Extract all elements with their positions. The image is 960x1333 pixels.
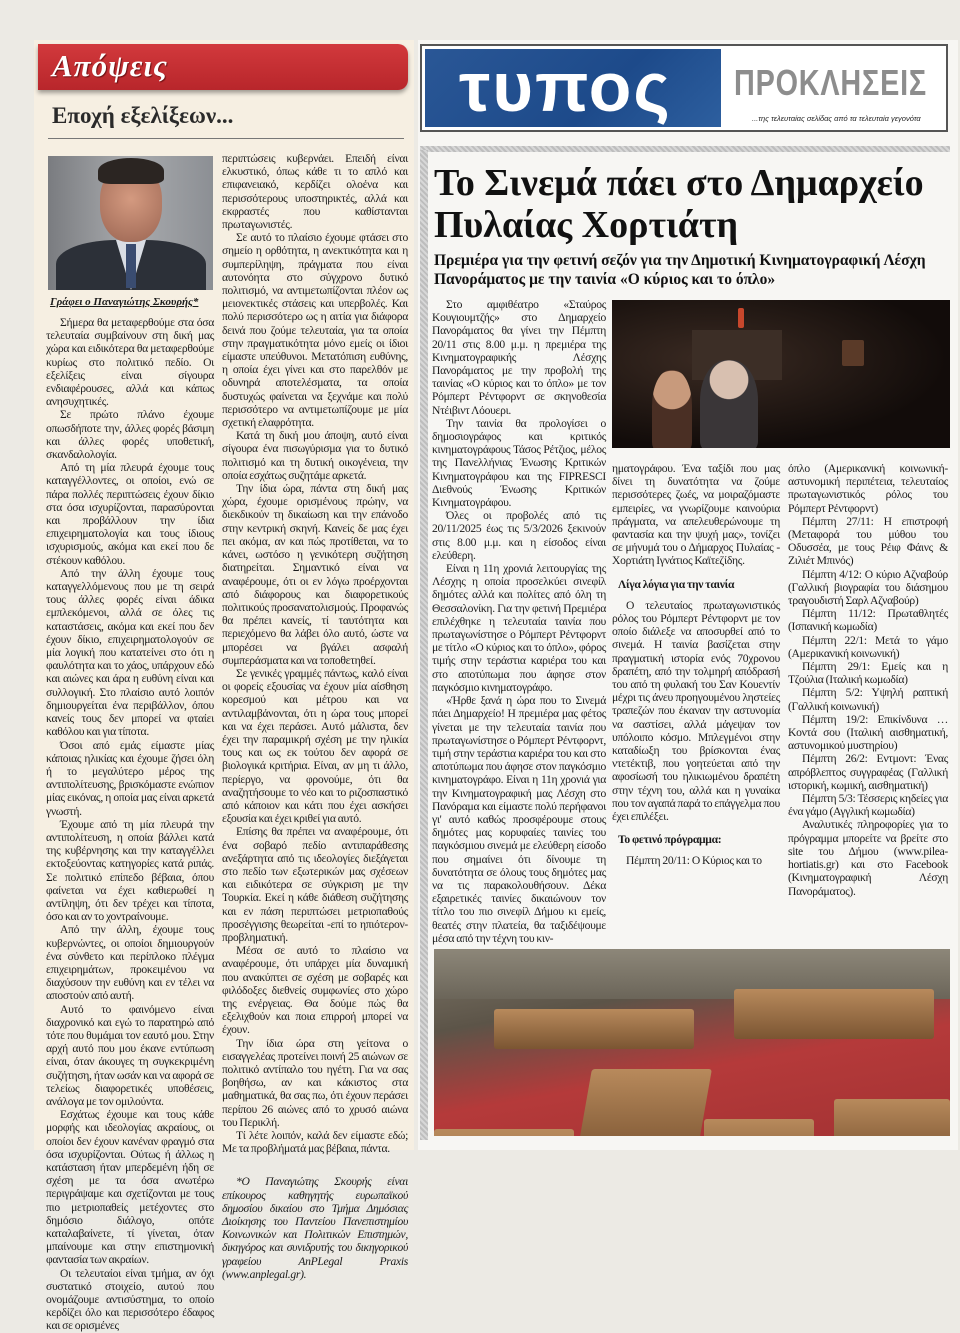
opinion-column-1: [46, 316, 214, 1333]
paragraph: Από την άλλη, έχουμε τους κυβερνώντες, οι οποίοι δημιουργούν ένα σύνθετο και περίπλοκο πλέγμα επιχειρημάτων, προκειμένου να διαχύσουν την ευθύνη και εν τέλει να αποστούν από αυτή.: [46, 923, 214, 1003]
paragraph: Οι τελευταίοι είναι τμήμα, αν όχι συστατικό στοιχείο, αυτού που ονομάζουμε αντισύστημα, το οποίο κερδίζει όλο και περισσότερο έδαφος και σε ορισμένες: [46, 1266, 214, 1333]
paragraph: Ο τελευταίος πρωταγωνιστικός ρόλος του Ρόμπερτ Ρέντφορντ με τον οποίο διάλεξε να αποσυρθεί από το σινεμά. Η ταινία βασίζεται στην πραγματική ιστορία ενός 70χρονου δραπέτη, από την τολμηρή απόδρασή του από τη φυλακή του Σαν Κουεντίν μέχρι τις άνευ προηγουμένου ληστείες τραπεζών που έκαναν την αστυνομία να σαστίσει, αλλά μάγεψαν τον υπόλοιπο κόσμο. Μπλεγμένοι στην καταδίωξη του βρίσκονται ένας ντετέκτιβ, που γοητεύεται από την αφοσίωσή του ηλικιωμένου δραπέτη στην τέχνη του, αλλά και η γυναίκα που τον αγαπά παρά το επάγγελμα που έχει επιλέξει.: [612, 598, 780, 824]
paragraph: Πέμπτη 20/11: Ο Κύριος και το: [626, 854, 762, 868]
masthead: [420, 44, 948, 132]
section-tagline: ...της τελευταίας σελίδας από τα τελευταία γεγονότα: [752, 114, 921, 123]
paragraph: Αναλυτικές πληροφορίες για το πρόγραμμα μπορείτε να βρείτε στο site του Δήμου (www.pilea-hortiatis.gr) και στο Facebook (Κινηματογραφική Λέσχη Πανοράματος).: [788, 818, 948, 898]
paragraph: Πέμπτη 5/3: Τέσσερις κηδείες για ένα γάμο (Αγγλική κωμωδία): [788, 792, 948, 819]
paragraph: Έχουμε από τη μία πλευρά την αντιπολίτευση, η οποία βάλλει κατά της κυβέρνησης και την καταγγέλλει εκτοξεύοντας κατηγορίες κατά ριπάς. Σε πολιτικό επίπεδο βέβαια, όπου φαίνεται να έχει καθιερωθεί η αντίληψη, ότι δεν τρέχει και τίποτα, όσο και αν το χοντραίνουμε.: [46, 817, 214, 924]
paragraph: Πέμπτη 22/1: Μετά το γάμο (Αμερικανική κοινωνική): [788, 633, 948, 660]
paragraph: Εσχάτως έχουμε και τους κάθε μορφής και ιδεολογίας ακραίους, οι οποίοι δεν έχουν κανέναν φραγμό στα όσα ισχυρίζονται. Ούτως ή άλλως η κατάσταση ήταν μπερδεμένη ήδη σε σχέση με τα όσα ανωτέρω περιγράψαμε και σχετίζονται με τους πιο μετριοπαθείς μετέχοντες στο δημόσιο διάλογο, οπότε καταλαβαίνετε, τί γίνεται, όταν μπαίνουμε και στην επιστημονική φαντασία των ακραίων.: [46, 1108, 214, 1267]
paragraph: Πέμπτη 11/12: Πρωταθλητές (Ισπανική κωμωδία): [788, 607, 948, 634]
paragraph: Πέμπτη 29/1: Εμείς και η Τζούλια (Ιταλική κωμωδία): [788, 660, 948, 687]
paragraph: Από την άλλη έχουμε τους καταγγελλόμενους που με τη σειρά τους άλλες φορές είναι άδικα εμπλεκόμενοι, αλλά σε όλες τις καταστάσεις, ακόμα και εκεί που δεν έχουν δίκιο, επιχειρηματολογούν σε μία λογική που κατατείνει στο ότι η φαυλότητα και το χάος, υπάρχουν εδώ και αιώνες και άρα η ευθύνη είναι και συλλογική. Στο πλαίσιο αυτό λοιπόν δημιουργείται ένα περιβάλλον, όπου κανείς τους δεν μπορεί να φταίει καθόλου και για τίποτα.: [46, 566, 214, 739]
paragraph: Σε γενικές γραμμές πάντως, καλό είναι οι φορείς εξουσίας να έχουν μία αίσθηση κορεσμού και μέτρου και να αντιλαμβάνονται, ότι η ώρα τους μπορεί και να έχει περάσει. Αυτό μάλιστα, δεν έχει την παραμικρή σχέση με την ηλικία τους και ως εκ τούτου δεν αφορά σε βιολογικά κριτήρια. Είναι, αν μη τι άλλο, περίεργο, να φρονούμε, ότι θα αναζητήσουμε το νέο και το ριζοσπαστικό από κάποιον και κάτι που έχει ασκήσει εξουσία και έχει κριθεί για αυτό.: [222, 666, 408, 826]
author-note: *Ο Παναγιώτης Σκουρής είναι επίκουρος καθηγητής ευρωπαϊκού δημοσίου δικαίου στο Τμήμα Δημόσιας Διοίκησης του Παντείου Πανεπιστημίου Κοινωνικών και Πολιτικών Επιστημών, δικηγόρος και συνιδρυτής του δικηγορικού γραφείου AnPLegal Praxis (www.anplegal.gr).: [222, 1175, 408, 1281]
author-byline: Γράφει ο Παναγιώτης Σκουρής*: [50, 296, 199, 308]
council-chamber-photo: [434, 949, 950, 1136]
article-column-1: [432, 298, 606, 945]
paragraph: Σε αυτό το πλαίσιο έχουμε φτάσει στο σημείο η ορθότητα, η ανεκτικότητα και η συμπερίληψη, πράγματα που είναι αυτονόητα στο σύγχρονο δυτικό πολιτισμό, να αντιμετωπίζονται πλέον ως μειονεκτικές στάσεις και υπερβολές. Και πολύ περισσότερο ως η αιτία για διάφορα δεινά που ζούμε τελευταία, για τα οποία στην πραγματικότητα μόνο εμείς οι ίδιοι είμαστε υπεύθυνοι. Μετατόπιση ευθύνης, η οποία έχει γίνει και στο παρελθόν με οδυνηρά αποτελέσματα, τα οποία δυστυχώς φαίνεται να ξεχνάμε και πολύ περισσότερο να αντιμετωπίζουμε με μία σχετική ελαφρότητα.: [222, 231, 408, 430]
frame-stripe: [420, 146, 950, 152]
paragraph: Πέμπτη 27/11: Η επιστροφή (Μεταφορά του μύθου του Οδυσσέα, με τους Ρέιφ Φάινς & Ζιλιέτ Μπινός): [788, 514, 948, 568]
paragraph: Την ταινία θα προλογίσει ο δημοσιογράφος και κριτικός κινηματογράφους Τάσος Ρέτζιος, μέλος της Πανελλήνιας Ένωσης Κριτικών Κινηματογράφου και της FIPRESCI Διεθνούς Ένωσης Κριτικών Κινηματογράφου.: [432, 416, 606, 510]
paragraph: όπλο (Αμερικανική κοινωνική-αστυνομική περιπέτεια, τελευταίος πρωταγωνιστικός ρόλος του Ρόμπερτ Ρέντφορντ): [788, 462, 948, 515]
article-column-2: [612, 462, 780, 868]
frame-stripe: [420, 150, 428, 1140]
opinion-column-2: [222, 152, 408, 1281]
section-label: Απόψεις: [52, 48, 168, 83]
section-subheading: Λίγα λόγια για την ταινία: [618, 577, 735, 591]
article-column-3: [788, 462, 948, 898]
paragraph: Σε πρώτο πλάνο έχουμε οπωσδήποτε την, άλλες φορές βάσιμη και άλλες φορές υποθετική, σκανδαλολογία.: [46, 408, 214, 462]
section-banner: [38, 44, 408, 90]
opinion-title: Εποχή εξελίξεων...: [52, 103, 234, 128]
paragraph: Μέσα σε αυτό το πλαίσιο να αναφέρουμε, ότι υπάρχει μία δυναμική που ανακύπτει σε σχέση με σοβαρές και φιλόδοξες διεθνείς συμφωνίες στο χώρο της ενέργειας. Θα δούμε πώς θα εξελιχθούν και ποια επιρροή μπορεί να έχουν.: [222, 944, 408, 1037]
paragraph: Πέμπτη 26/2: Εντμοντ: Ένας απρόβλεπτος συγγραφέας (Γαλλική ιστορική, κωμική, αισθηματική): [788, 752, 948, 792]
paragraph: Κατά τη δική μου άποψη, αυτό είναι σίγουρα ένα πισωγύρισμα για το δυτικό πολιτισμό και τη δυτική οικογένεια, την οποία εσχάτως συζητάμε αρκετά.: [222, 429, 408, 482]
paragraph: Στο αμφιθέατρο «Σταύρος Κουγιουμτζής» στο Δημαρχείο Πανοράματος θα γίνει την Πέμπτη 20/11 στις 8.00 μ.μ. η πρεμιέρα της Κινηματογραφικής Λέσχης Πανοράματος με την προβολή της ταινίας «Ο κύριος και το όπλο» με τον Ρόμπερτ Ρέντφορντ σε σκηνοθεσία Ντέιβιντ Λόουερι.: [432, 298, 606, 417]
paragraph: Επίσης θα πρέπει να αναφέρουμε, ότι ένα σοβαρό πεδίο αντιπαράθεσης ανεξάρτητα από τις ιδεολογίες διεξάγεται στο πεδίο των εξωτερικών μας σχέσεων και ειδικότερα σε σύγκριση με την Τουρκία. Εκεί η κάθε διάθεση συζήτησης και εν πάση περιπτώσει μετριοπαθούς προσέγγισης θεωρείται -επί το ηπιότερον- προβληματική.: [222, 825, 408, 944]
paragraph: Όσοι από εμάς είμαστε μίας κάποιας ηλικίας και έχουμε ζήσει όλη ή το μεγαλύτερο μέρος της αντιπολίτευσης, βρισκόμαστε ενώπιον μίας εικόνας, η οποία μας είναι αρκετά γνωστή.: [46, 738, 214, 818]
paragraph: περιπτώσεις κυβερνάει. Επειδή είναι ελκυστικό, όπως κάθε τι το απλό και επιφανειακό, κερδίζει ολοένα και περισσότερους υποστηρικτές, αλλά και εκφραστές που καθίστανται πρωταγωνιστές.: [222, 152, 408, 232]
section-name: ΠΡΟΚΛΗΣΕΙΣ: [734, 62, 927, 103]
paragraph: Από τη μία πλευρά έχουμε τους καταγγέλλοντες, οι οποίοι, ενώ σε πάρα πολλές περιπτώσεις έχουν δίκιο στα όσα ισχυρίζονται, παρασύρονται και προβάλλουν την ίδια επιχειρηματολογία και τους ίδιους ισχυρισμούς, ακόμα και εκεί που δε στέκουν καθόλου.: [46, 461, 214, 567]
section-subheading: Το φετινό πρόγραμμα:: [618, 833, 722, 847]
author-photo: [48, 156, 213, 290]
paragraph: Είναι η 11η χρονιά λειτουργίας της Λέσχης η οποία προσελκύει σινεφίλ δημότες αλλά και πολίτες από όλη τη Θεσσαλονίκη. Για την φετινή Πρεμιέρα επιλέχθηκε η τελευταία ταινία που πρωταγωνίστησε ο Ρόμπερτ Ρέντφορντ με τίτλο «Ο κύριος και το όπλο», φόρος τιμής στην τεράστια καριέρα του και στο αποτύπωμα που άφησε στον παγκόσμιο κινηματογράφο.: [432, 562, 606, 694]
paragraph: Πέμπτη 4/12: Ο κύριο Αζναβούρ (Γαλλική βιογραφία του διάσημου τραγουδιστή Σαρλ Αζναβούρ): [788, 567, 948, 608]
paragraph: Πέμπτη 19/2: Επικίνδυνα …Κοντά σου (Ιταλική αισθηματική, αστυνομικού μυστηρίου): [788, 712, 948, 753]
paragraph: Τί λέτε λοιπόν, καλά δεν είμαστε εδώ; Με τα προβλήματά μας βέβαια, πάντα.: [222, 1129, 408, 1156]
paragraph: Σήμερα θα μεταφερθούμε στα όσα τελευταία συμβαίνουν στη δική μας χώρα και ειδικότερα θα μεταφερθούμε κυρίως στο πολιτικό πεδίο. Οι εξελίξεις είναι σίγουρα ενδιαφέρουσες, αλλά και κάπως ανησυχητικές.: [46, 316, 214, 409]
film-still-photo: [612, 300, 950, 448]
title-divider: [48, 138, 404, 139]
paragraph: ηματογράφου. Ένα ταξίδι που μας δίνει τη δυνατότητα να ζούμε περισσότερες ζωές, να μοιραζόμαστε εμπειρίες, να γνωρίζουμε καινούρια πράγματα, να απελευθερώνουμε τη φαντασία και την ψυχή μας», τονίζει σε μήνυμά του ο Δήμαρχος Πυλαίας - Χορτιάτη Ιγνάτιος Καϊτεζίδης.: [612, 462, 780, 568]
paragraph: Αυτό το φαινόμενο είναι διαχρονικό και εγώ το παρατηρώ από τότε που θυμάμαι τον εαυτό μου. Στην αρχή αυτό που μου έκανε εντύπωση είναι, όταν άκουγες τη συγκεκριμένη συζήτηση, ήταν ωσάν και να αφορά σε τελείως διαφορετικές υποθέσεις, ανάλογα με τον ομιλούντα.: [46, 1002, 214, 1108]
paragraph: «Ήρθε ξανά η ώρα που το Σινεμά πάει Δημαρχείο! Η πρεμιέρα μας φέτος γίνεται με την τελευταία ταινία που πρωταγωνίστησε ο Ρόμπερτ Ρέντφορντ, τιμή στην τεράστια καριέρα του και στο αποτύπωμα που άφησε στον παγκόσμιο κινηματογράφο. Είναι η 11η χρονιά για την Κινηματογραφική μας Λέσχη στο Πανόραμα και είμαστε πολύ περήφανοι γι' αυτό καθώς προσφέρουμε στους δημότες μας κορυφαίες ταινίες του παγκόσμιου σινεμά με ελεύθερη είσοδο που σημαίνει ότι δίνουμε τη δυνατότητα σε όλους τους δημότες μας να τις παρακολουθήσουν. Δέκα εξαιρετικές ταινίες δικαιώνουν τον τίτλο του πιο σινεφίλ Δήμου κι εμείς, θεατές στην πλατεία, θα ταξιδέψουμε μέσα από την τέχνη του κιν-: [432, 694, 606, 945]
paragraph: Την ίδια ώρα στη γείτονα ο εισαγγελέας προτείνει ποινή 25 αιώνων σε πολιτικό αντίπαλο του ηγέτη. Για να σας βοηθήσω, αν και κάκιστος στα μαθηματικά, θα σας πω, ότι έχουν περάσει περίπου 26 αιώνες από το χρυσό αιώνα του Περικλή.: [222, 1036, 408, 1129]
paragraph: Όλες οι προβολές από τις 20/11/2025 έως τις 5/3/2026 ξεκινούν στις 8.00 μ.μ. και η είσοδος είναι ελεύθερη.: [432, 509, 606, 562]
paragraph: Την ίδια ώρα, πάντα στη δική μας χώρα, έχουμε ορισμένους πρώην, να διεκδικούν τη δικαίωση και την επάνοδο στην κεντρική σκηνή. Κανείς δε μας έχει πει ακόμα, αν και πώς προτίθεται, να το κάνει, ωστόσο η γενικότερη συζήτηση διατηρείται. Σημαντικό είναι να αναφέρουμε, ότι οι εν λόγω προέρχονται από διάφορους και διαφορετικούς πολιτικούς προσανατολισμούς. Προφανώς θα πρέπει κανείς, τί ταυτότητα και περιεχόμενο θα λάβει όλο αυτό, ώστε να μπορέσει να βγάλει ασφαλή συμπεράσματα και να τοποθετηθεί.: [222, 482, 408, 667]
newspaper-logo: τυπος: [425, 49, 721, 127]
article-headline: Το Σινεμά πάει στο Δημαρχείο Πυλαίας Χορτιάτη: [434, 162, 924, 246]
paragraph: Πέμπτη 5/2: Υψηλή ραπτική (Γαλλική κοινωνική): [788, 686, 948, 713]
article-subheadline: Πρεμιέρα για την φετινή σεζόν για την Δημοτική Κινηματογραφική Λέσχη Πανοράματος με την ταινία «Ο κύριος και το όπλο»: [434, 252, 926, 288]
